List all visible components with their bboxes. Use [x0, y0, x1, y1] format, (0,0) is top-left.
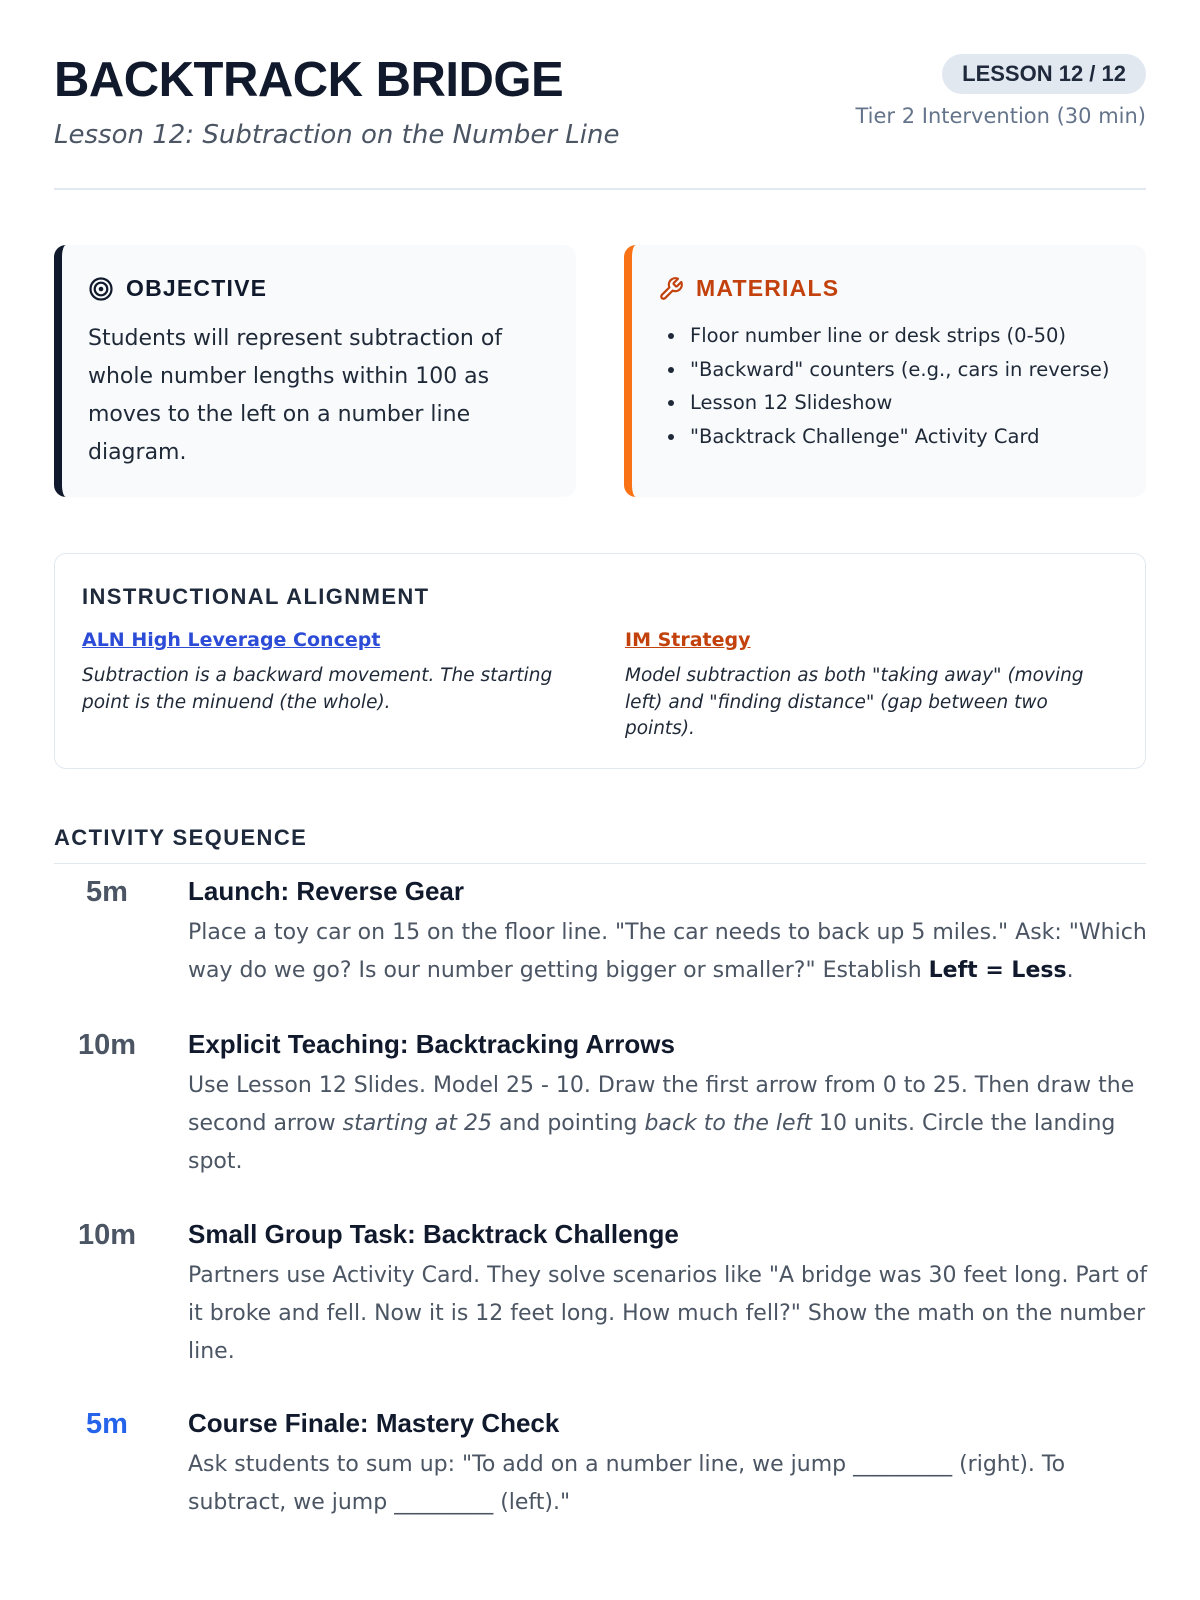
- materials-list: [666, 319, 1110, 453]
- tier-label: Tier 2 Intervention (30 min): [855, 104, 1146, 128]
- lesson-subtitle: Lesson 12: Subtraction on the Number Line: [54, 120, 620, 150]
- objective-text: Students will represent subtraction of whole number lengths within 100 as moves to the left on a number line diagram.: [88, 326, 503, 465]
- wrench-icon: [658, 276, 684, 302]
- step-time: 10m: [77, 1219, 137, 1251]
- im-column: [625, 629, 1105, 743]
- step-description: [188, 914, 1148, 990]
- materials-heading: MATERIALS: [696, 275, 840, 301]
- im-strategy-link[interactable]: IM Strategy: [625, 629, 751, 651]
- activity-heading: ACTIVITY SEQUENCE: [54, 825, 308, 850]
- step-text: and pointing: [491, 1111, 645, 1136]
- step-description: Partners use Activity Card. They solve scenarios like "A bridge was 30 feet long. Part of it broke and fell. Now it is 12 feet long. How much fell?" Show the math on the number line.: [188, 1263, 1148, 1364]
- step-title: Course Finale: Mastery Check: [188, 1408, 560, 1438]
- lesson-badge: LESSON 12 / 12: [942, 54, 1146, 94]
- step-description: Ask students to sum up: "To add on a number line, we jump _________ (right). To subtract, we jump _________ (left).": [188, 1452, 1066, 1515]
- step-description: [188, 1067, 1148, 1181]
- step-time: 5m: [86, 1408, 128, 1440]
- objective-heading-row: [88, 275, 267, 302]
- step-text: .: [1066, 958, 1074, 983]
- materials-card: [624, 245, 1146, 497]
- materials-heading-row: [658, 275, 839, 302]
- activity-divider: [54, 863, 1146, 864]
- list-item: Floor number line or desk strips (0-50): [666, 319, 1110, 353]
- step-emphasis: starting at 25: [342, 1111, 492, 1136]
- list-item: "Backtrack Challenge" Activity Card: [666, 420, 1110, 454]
- list-item: "Backward" counters (e.g., cars in reverse): [666, 353, 1110, 387]
- step-title: Explicit Teaching: Backtracking Arrows: [188, 1029, 675, 1059]
- lesson-header: [54, 0, 1146, 190]
- step-time: 5m: [86, 876, 128, 908]
- aln-column: [82, 629, 562, 716]
- target-icon: [88, 276, 114, 302]
- step-title: Launch: Reverse Gear: [188, 876, 465, 906]
- page-title: BACKTRACK BRIDGE: [54, 53, 564, 107]
- summary-cards: [54, 245, 1146, 497]
- step-emphasis: Left = Less: [928, 958, 1067, 983]
- im-strategy-text: Model subtraction as both "taking away" (moving left) and "finding distance" (gap between two points).: [625, 665, 1084, 739]
- instructional-alignment-box: [54, 553, 1146, 769]
- aln-concept-text: Subtraction is a backward movement. The starting point is the minuend (the whole).: [82, 665, 553, 713]
- step-title: Small Group Task: Backtrack Challenge: [188, 1219, 679, 1249]
- step-text: 10 units. Circle the landing spot.: [188, 1111, 1116, 1174]
- list-item: Lesson 12 Slideshow: [666, 386, 1110, 420]
- step-time: 10m: [77, 1029, 137, 1061]
- objective-heading: OBJECTIVE: [126, 275, 268, 301]
- aln-concept-link[interactable]: ALN High Leverage Concept: [82, 629, 381, 651]
- step-text: Place a toy car on 15 on the floor line. "The car needs to back up 5 miles." Ask: "Which way do we go? Is our number getting bigger or smaller?" Establish: [188, 920, 1147, 983]
- step-emphasis: back to the left: [644, 1111, 812, 1136]
- alignment-heading: INSTRUCTIONAL ALIGNMENT: [82, 584, 430, 609]
- objective-card: [54, 245, 576, 497]
- step-text: Use Lesson 12 Slides. Model 25 - 10. Draw the first arrow from 0 to 25. Then draw the second arrow: [188, 1073, 1135, 1136]
